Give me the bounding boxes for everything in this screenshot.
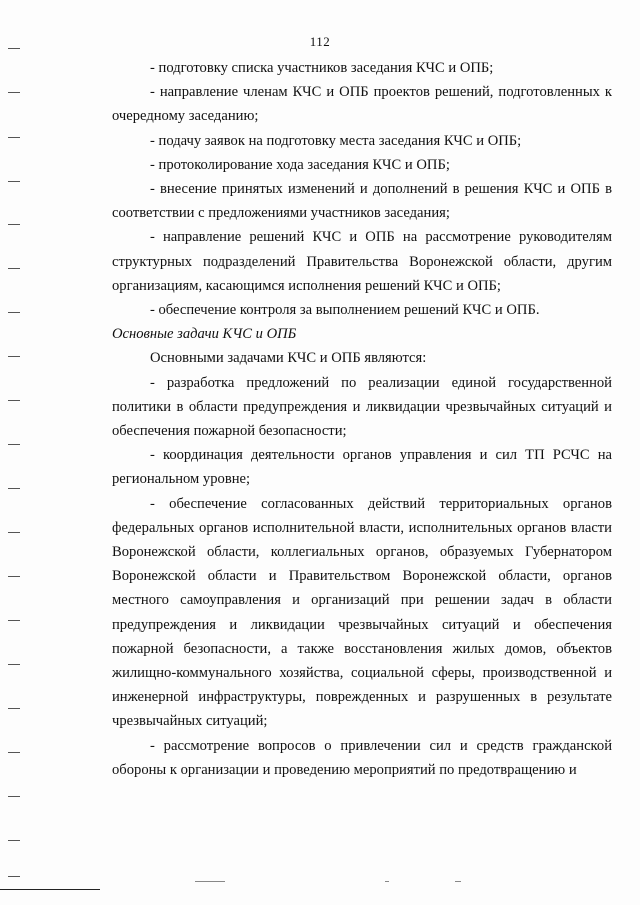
- binding-tick: [8, 876, 20, 877]
- binding-tick: [8, 356, 20, 357]
- list-item: - обеспечение согласованных действий территориальных органов федеральных органов исполнительной власти, исполнительных органов власти Воронежской области, коллегиальных органов, образуемых Губернатором Воронежской области и Правительством Воронежской области, органов местного самоуправления и организаций при решении задач в области предупреждения и ликвидации чрезвычайных ситуаций и обеспечения пожарной безопасности, а также восстановления жилых домов, объектов жилищно-коммунального хозяйства, социальной сферы, производственной и инженерной инфраструктуры, поврежденных и разрушенных в результате чрезвычайных ситуаций;: [112, 495, 612, 730]
- list-item: - подачу заявок на подготовку места заседания КЧС и ОПБ;: [150, 132, 522, 149]
- list-item: - протоколирование хода заседания КЧС и ОПБ;: [150, 156, 450, 173]
- list-item: - рассмотрение вопросов о привлечении сил и средств гражданской обороны к организации и проведению мероприятий по предотвращению и: [112, 737, 612, 778]
- footer-rule: [0, 889, 100, 890]
- binding-tick: [8, 532, 20, 533]
- list-item: - направление решений КЧС и ОПБ на рассмотрение руководителям структурных подразделений Правительства Воронежской области, другим организациям, касающимся исполнения решений КЧС и ОПБ;: [112, 229, 612, 294]
- list-item: - внесение принятых изменений и дополнений в решения КЧС и ОПБ в соответствии с предложениями участников заседания;: [112, 181, 612, 222]
- scan-speck: [455, 881, 461, 882]
- section-heading: Основные задачи КЧС и ОПБ: [112, 326, 297, 343]
- list-item: - разработка предложений по реализации единой государственной политики в области предупреждения и ликвидации чрезвычайных ситуаций и обеспечения пожарной безопасности;: [112, 374, 612, 440]
- binding-tick: [8, 444, 20, 445]
- binding-tick: [8, 181, 20, 182]
- binding-tick: [8, 400, 20, 401]
- page-number: 112: [309, 34, 331, 49]
- document-body: [112, 56, 612, 782]
- binding-tick: [8, 752, 20, 753]
- binding-tick: [8, 620, 20, 621]
- list-item: - координация деятельности органов управления и сил ТП РСЧС на региональном уровне;: [112, 447, 612, 488]
- binding-tick: [8, 92, 20, 93]
- binding-tick: [8, 137, 20, 138]
- list-item: - направление членам КЧС и ОПБ проектов решений, подготовленных к очередному заседанию;: [112, 84, 612, 125]
- binding-edge-marks: [8, 40, 22, 890]
- scan-speck: [195, 881, 225, 882]
- list-item: - подготовку списка участников заседания КЧС и ОПБ;: [150, 60, 494, 76]
- binding-tick: [8, 488, 20, 489]
- binding-tick: [8, 708, 20, 709]
- section-intro: Основными задачами КЧС и ОПБ являются:: [150, 350, 427, 367]
- binding-tick: [8, 840, 20, 841]
- list-item: - обеспечение контроля за выполнением решений КЧС и ОПБ.: [150, 302, 540, 319]
- binding-tick: [8, 664, 20, 665]
- binding-tick: [8, 796, 20, 797]
- scan-speck: [385, 881, 389, 882]
- binding-tick: [8, 576, 20, 577]
- binding-tick: [8, 268, 20, 269]
- binding-tick: [8, 312, 20, 313]
- binding-tick: [8, 224, 20, 225]
- scan-artifact: [195, 881, 515, 883]
